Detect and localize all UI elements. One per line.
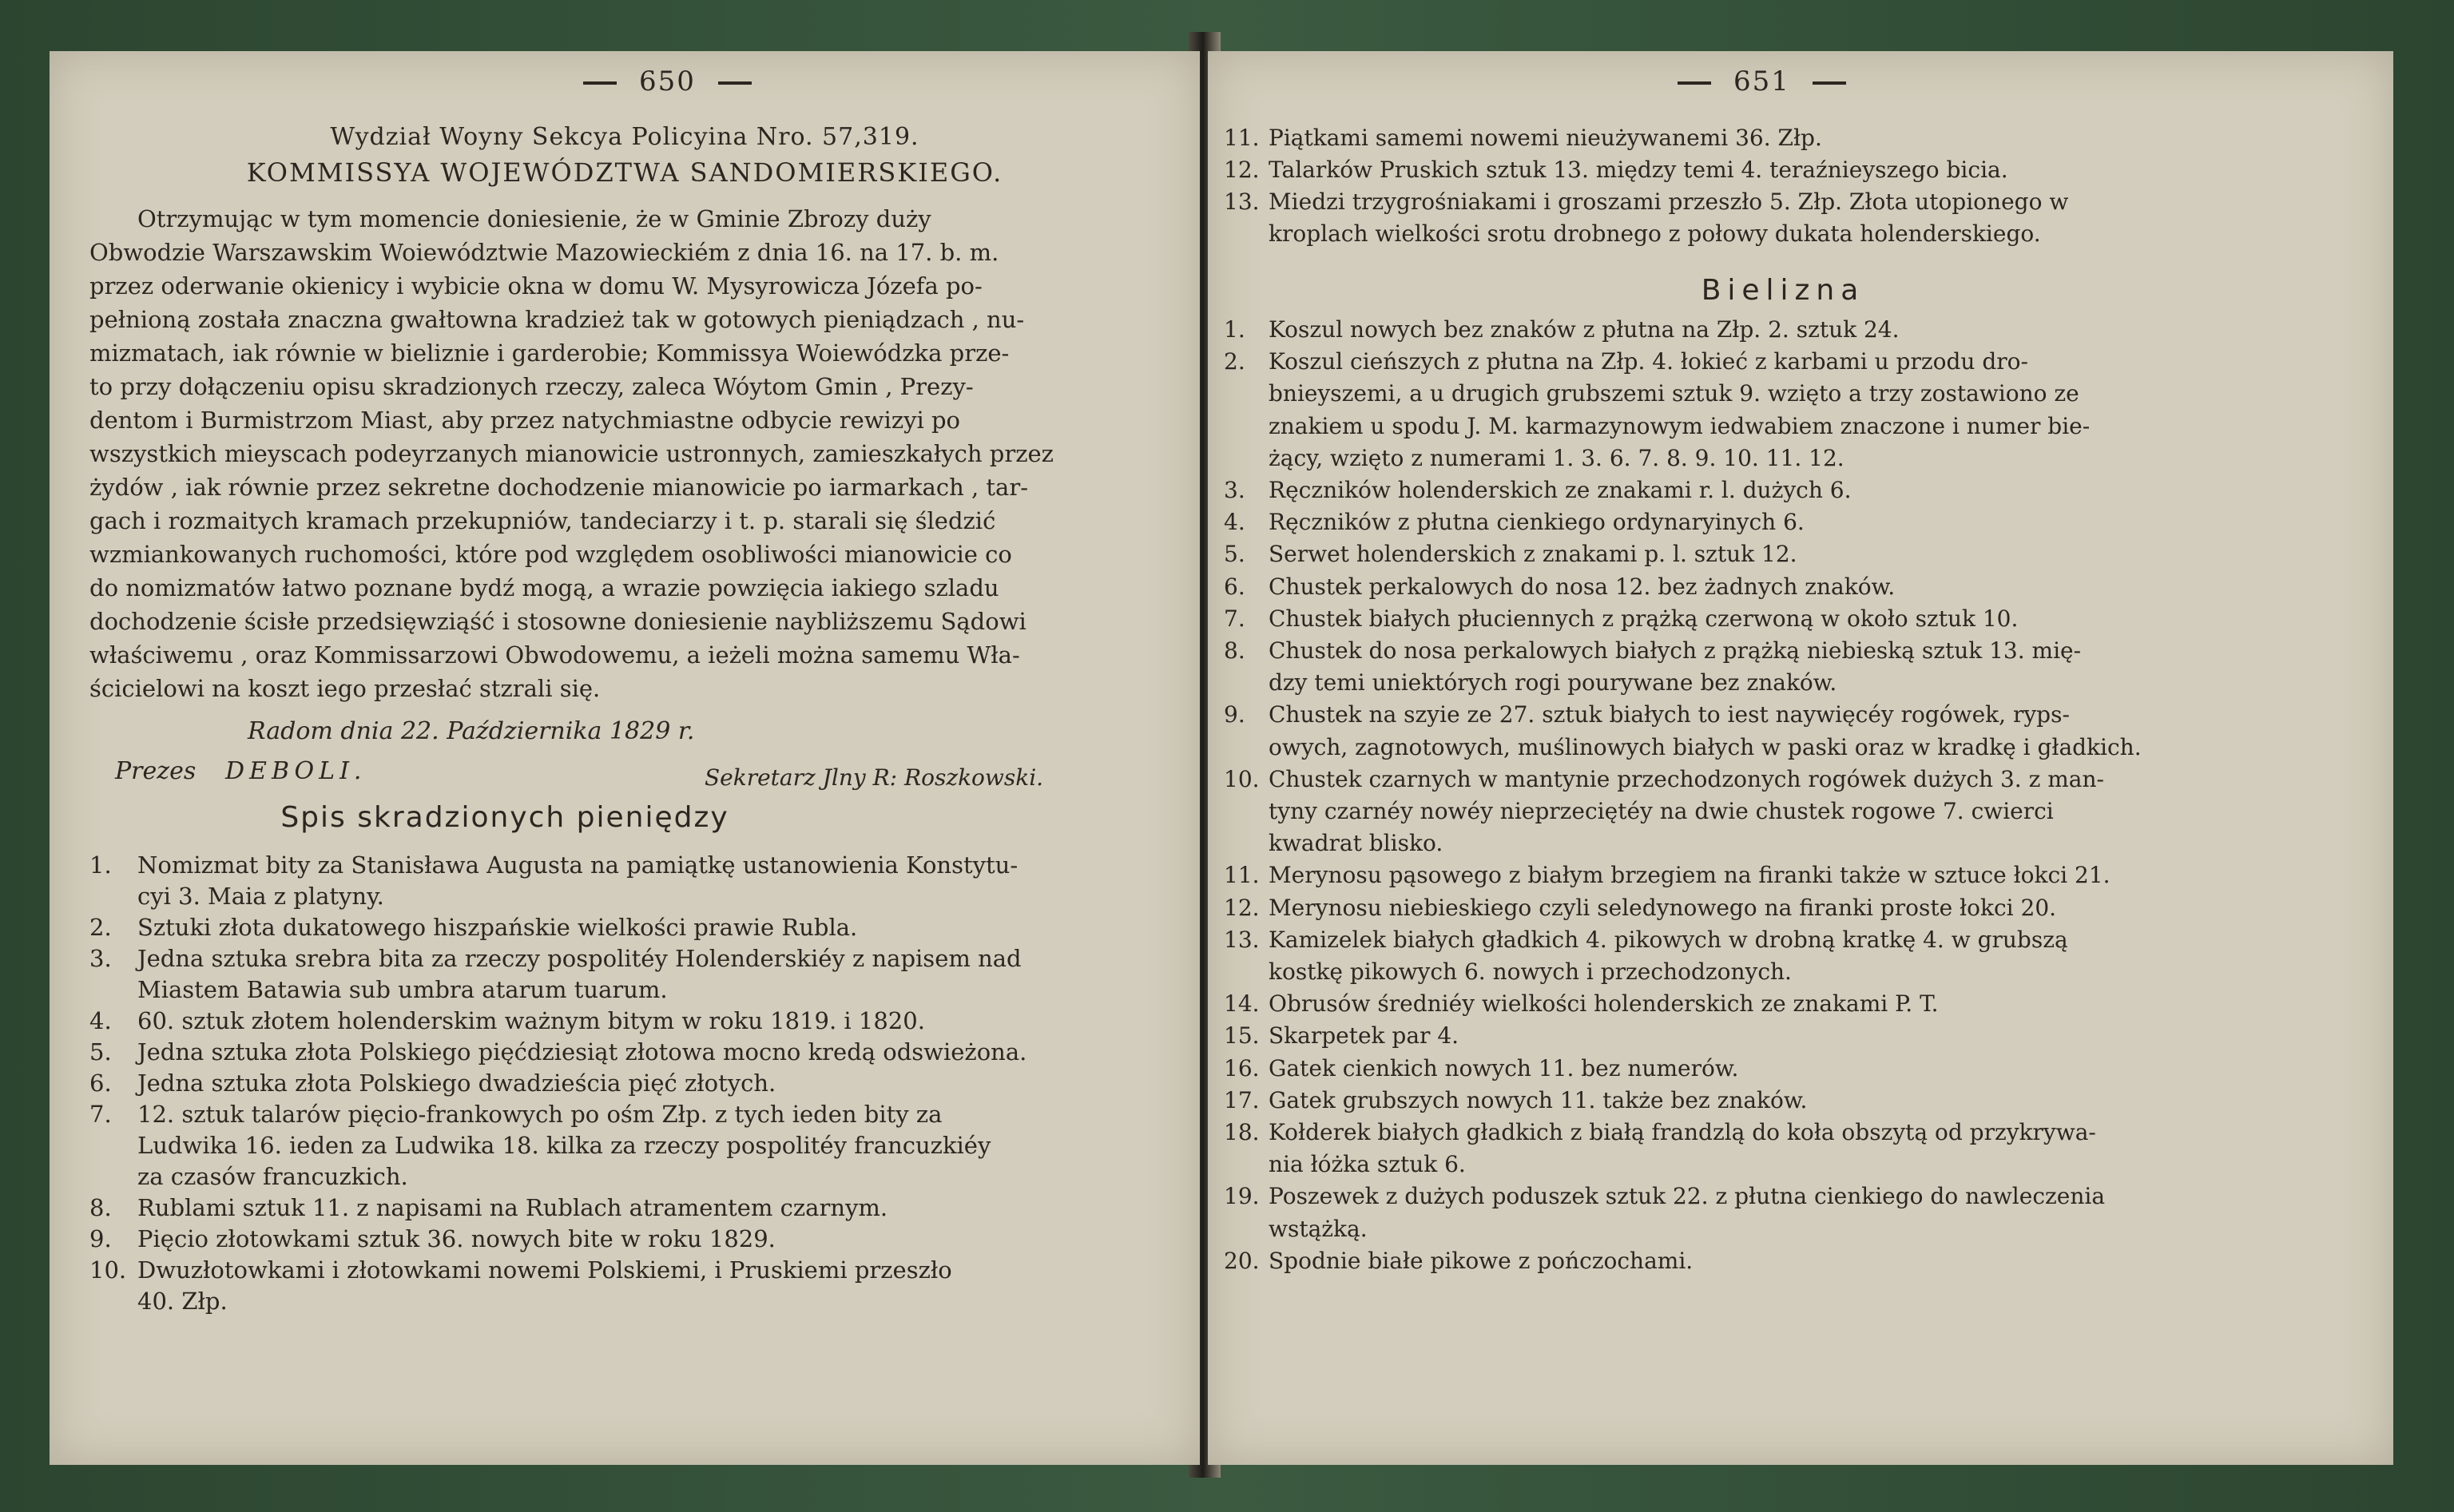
item-number: 12. — [1224, 157, 1260, 183]
item-number: 1. — [1224, 316, 1245, 343]
body-line: Obwodzie Warszawskim Woiewództwie Mazowieckiém z dnia 16. na 17. b. m. — [89, 239, 999, 266]
body-line: mizmatach, iak równie w bieliznie i garderobie; Kommissya Woiewódzka prze- — [89, 339, 1010, 367]
item-continuation: kwadrat blisko. — [1269, 830, 1443, 857]
president-name: DEBOLI. — [225, 757, 367, 785]
list-item — [1224, 636, 2081, 666]
item-number: 4. — [89, 1007, 112, 1034]
item-text: Merynosu niebieskiego czyli seledynowego na firanki proste łokci 20. — [1269, 894, 2057, 921]
item-number: 9. — [89, 1225, 112, 1252]
item-continuation: cyi 3. Maia z platyny. — [137, 883, 384, 910]
list-item — [1224, 187, 2068, 217]
item-number: 13. — [1224, 189, 1260, 215]
item-text: Jedna sztuka złota Polskiego pięćdziesiąt złotowa mocno kredą odswieżona. — [137, 1038, 1027, 1066]
body-line: przez oderwanie okienicy i wybicie okna w domu W. Mysyrowicza Józefa po- — [89, 272, 983, 300]
list-item — [1224, 507, 1805, 538]
body-line: Otrzymując w tym momencie doniesienie, że w Gminie Zbrozy duży — [137, 205, 931, 232]
item-number: 19. — [1224, 1183, 1260, 1210]
list-item — [1224, 764, 2104, 795]
item-text: Talarków Pruskich sztuk 13. między temi 4. teraźnieyszego bicia. — [1269, 157, 2008, 183]
stolen-money-title: Spis skradzionych pieniędzy — [280, 801, 729, 834]
list-item — [1224, 1021, 1459, 1051]
item-continuation: kostkę pikowych 6. nowych i przechodzonych. — [1269, 958, 1792, 985]
item-text: Gatek cienkich nowych 11. bez numerów. — [1269, 1054, 1739, 1081]
item-text: Dwuzłotowkami i złotowkami nowemi Polskiemi, i Pruskiemi przeszło — [137, 1256, 952, 1284]
item-continuation: wstążką. — [1269, 1215, 1368, 1242]
item-continuation: Miastem Batawia sub umbra atarum tuarum. — [137, 976, 668, 1003]
item-number: 7. — [1224, 605, 1245, 632]
item-continuation: za czasów francuzkich. — [137, 1163, 408, 1190]
list-item — [89, 1255, 952, 1285]
item-continuation: żący, wzięto z numerami 1. 3. 6. 7. 8. 9. 10. 11. 12. — [1269, 444, 1844, 471]
left-page-number: 650 — [561, 65, 774, 97]
item-text: Poszewek z dużych poduszek sztuk 22. z płutna cienkiego do nawleczenia — [1269, 1183, 2106, 1210]
item-number: 8. — [89, 1194, 112, 1221]
item-number: 6. — [1224, 573, 1245, 600]
item-continuation: owych, zagnotowych, muślinowych białych w paski oraz w kradkę i gładkich. — [1269, 733, 2142, 760]
list-item — [1224, 860, 2111, 891]
list-item — [1224, 1246, 1693, 1276]
item-number: 5. — [89, 1038, 112, 1066]
body-line: dentom i Burmistrzom Miast, aby przez natychmiastne odbycie rewizyi po — [89, 407, 961, 434]
item-text: Nomizmat bity za Stanisława Augusta na pamiątkę ustanowienia Konstytu- — [137, 851, 1019, 879]
list-item — [1224, 539, 1797, 569]
body-line: wzmiankowanych ruchomości, które pod względem osobliwości mianowicie co — [89, 541, 1012, 568]
list-item — [1224, 155, 2008, 185]
item-number: 20. — [1224, 1247, 1260, 1274]
item-text: Chustek czarnych w mantynie przechodzonych rogówek dużych 3. z man- — [1269, 765, 2104, 792]
department-heading: Wydział Woyny Sekcya Policyina Nro. 57,319. — [330, 123, 919, 151]
body-line: pełnioną została znaczna gwałtowna kradzież tak w gotowych pieniądzach , nu- — [89, 306, 1025, 333]
list-item — [89, 1037, 1026, 1067]
item-number: 7. — [89, 1101, 112, 1128]
item-number: 11. — [1224, 125, 1260, 151]
item-text: Serwet holenderskich z znakami p. l. sztuk 12. — [1269, 541, 1797, 568]
list-item — [1224, 1085, 1807, 1116]
item-text: Sztuki złota dukatowego hiszpańskie wielkości prawie Rubla. — [137, 914, 858, 941]
item-text: Pięcio złotowkami sztuk 36. nowych bite w roku 1829. — [137, 1225, 776, 1252]
item-continuation: 40. Złp. — [137, 1288, 228, 1315]
item-continuation: kroplach wielkości srotu drobnego z połowy dukata holenderskiego. — [1269, 220, 2041, 247]
list-item — [89, 1006, 925, 1036]
body-line: właściwemu , oraz Kommissarzowi Obwodowemu, a ieżeli można samemu Wła- — [89, 641, 1020, 669]
list-item — [1224, 1054, 1738, 1084]
item-text: 60. sztuk złotem holenderskim ważnym bitym w roku 1819. i 1820. — [137, 1007, 925, 1034]
item-number: 6. — [89, 1070, 112, 1097]
item-number: 2. — [89, 914, 112, 941]
item-text: Jedna sztuka złota Polskiego dwadzieścia pięć złotych. — [137, 1070, 776, 1097]
list-item — [1224, 1117, 2096, 1148]
item-text: Ręczników holenderskich ze znakami r. l. dużych 6. — [1269, 477, 1852, 503]
left-page — [50, 51, 1200, 1465]
item-text: Chustek perkalowych do nosa 12. bez żadnych znaków. — [1269, 573, 1896, 600]
body-line: gach i rozmaitych kramach przekupniów, tandeciarzy i t. p. starali się śledzić — [89, 507, 996, 534]
item-number: 8. — [1224, 637, 1245, 664]
item-text: Merynosu pąsowego z białym brzegiem na firanki także w sztuce łokci 21. — [1269, 862, 2111, 889]
item-number: 10. — [89, 1256, 127, 1284]
item-continuation: tyny czarnéy nowéy nieprzeciętéy na dwie chustek rogowe 7. cwierci — [1269, 798, 2054, 824]
item-text: Chustek na szyie ze 27. sztuk białych to iest naywięcéy rogówek, ryps- — [1269, 701, 2070, 728]
item-text: Rublami sztuk 11. z napisami na Rublach atramentem czarnym. — [137, 1194, 888, 1221]
body-line: ścicielowi na koszt iego przesłać stzrali się. — [89, 675, 601, 702]
list-item — [1224, 572, 1895, 602]
body-line: to przy dołączeniu opisu skradzionych rzeczy, zaleca Wóytom Gmin , Prezy- — [89, 373, 974, 400]
item-continuation: nia łóżka sztuk 6. — [1269, 1151, 1466, 1178]
item-text: Chustek do nosa perkalowych białych z prążką niebieską sztuk 13. mię- — [1269, 637, 2082, 664]
item-number: 15. — [1224, 1022, 1260, 1050]
list-item — [1224, 1181, 2105, 1212]
list-item — [1224, 475, 1852, 506]
body-line: wszystkich mieyscach podeyrzanych mianowicie ustronnych, zamieszkałych przez — [89, 440, 1054, 467]
list-item — [89, 943, 1022, 974]
item-text: Koszul nowych bez znaków z płutna na Złp. 2. sztuk 24. — [1269, 316, 1900, 343]
body-line: dochodzenie ścisłe przedsięwziąść i stosowne doniesienie naybliższemu Sądowi — [89, 608, 1026, 635]
item-number: 12. — [1224, 894, 1260, 921]
list-item — [1224, 347, 2028, 377]
item-number: 14. — [1224, 990, 1260, 1018]
item-number: 2. — [1224, 348, 1245, 375]
list-item — [89, 1224, 776, 1254]
right-page — [1208, 51, 2393, 1465]
item-text: Obrusów średniéy wielkości holenderskich ze znakami P. T. — [1269, 990, 1939, 1018]
item-text: Piątkami samemi nowemi nieużywanemi 36. Złp. — [1269, 125, 1822, 151]
list-item — [1224, 315, 1900, 345]
item-text: Chustek białych płuciennych z prążką czerwoną w około sztuk 10. — [1269, 605, 2019, 632]
item-number: 11. — [1224, 862, 1260, 889]
item-number: 5. — [1224, 541, 1245, 568]
body-line: do nomizmatów łatwo poznane bydź mogą, a wrazie powzięcia iakiego szladu — [89, 574, 999, 601]
date-line: Radom dnia 22. Października 1829 r. — [248, 717, 695, 745]
list-item — [89, 1099, 942, 1129]
list-item — [89, 1193, 887, 1223]
item-continuation: dzy temi uniektórych rogi pourywane bez znaków. — [1269, 669, 1837, 696]
item-text: 12. sztuk talarów pięcio-frankowych po ośm Złp. z tych ieden bity za — [137, 1101, 943, 1128]
list-item — [89, 1068, 776, 1098]
item-number: 18. — [1224, 1119, 1260, 1145]
item-text: Kamizelek białych gładkich 4. pikowych w drobną kratkę 4. w grubszą — [1269, 926, 2068, 953]
item-text: Jedna sztuka srebra bita za rzeczy pospolitéy Holenderskiéy z napisem nad — [137, 945, 1022, 972]
item-number: 3. — [89, 945, 112, 972]
item-number: 17. — [1224, 1086, 1260, 1113]
right-page-number: 651 — [1655, 65, 1868, 97]
item-number: 1. — [89, 851, 112, 879]
list-item — [89, 850, 1018, 880]
item-text: Skarpetek par 4. — [1269, 1022, 1459, 1050]
item-number: 10. — [1224, 765, 1260, 792]
item-text: Gatek grubszych nowych 11. także bez znaków. — [1269, 1086, 1808, 1113]
list-item — [1224, 989, 1939, 1019]
list-item — [1224, 893, 2056, 923]
list-item — [1224, 123, 1822, 153]
item-number: 16. — [1224, 1054, 1260, 1081]
item-continuation: Ludwika 16. ieden za Ludwika 18. kilka za rzeczy pospolitéy francuzkiéy — [137, 1132, 991, 1159]
item-text: Koszul cieńszych z płutna na Złp. 4. łokieć z karbami u przodu dro- — [1269, 348, 2028, 375]
item-number: 3. — [1224, 477, 1245, 503]
linen-title: Bielizna — [1701, 274, 1865, 307]
item-text: Kołderek białych gładkich z białą frandzlą do koła obszytą od przykrywa- — [1269, 1119, 2096, 1145]
commission-heading: KOMMISSYA WOJEWÓDZTWA SANDOMIERSKIEGO. — [246, 157, 1003, 188]
list-item — [1224, 604, 2018, 634]
list-item — [89, 912, 857, 943]
item-number: 4. — [1224, 509, 1245, 536]
list-item — [1224, 700, 2070, 730]
item-text: Ręczników z płutna cienkiego ordynaryinych 6. — [1269, 509, 1805, 536]
item-number: 9. — [1224, 701, 1245, 728]
item-text: Spodnie białe pikowe z pończochami. — [1269, 1247, 1694, 1274]
secretary-signature: Sekretarz Jlny R: Roszkowski. — [705, 764, 1044, 791]
item-text: Miedzi trzygrośniakami i groszami przeszło 5. Złp. Złota utopionego w — [1269, 189, 2069, 215]
president-label: Prezes — [115, 757, 197, 785]
item-continuation: bnieyszemi, a u drugich grubszemi sztuk 9. wzięto a trzy zostawiono ze — [1269, 380, 2079, 407]
list-item — [1224, 925, 2068, 955]
item-continuation: znakiem u spodu J. M. karmazynowym iedwabiem znaczone i numer bie- — [1269, 412, 2091, 439]
item-number: 13. — [1224, 926, 1260, 953]
body-line: żydów , iak równie przez sekretne dochodzenie mianowicie po iarmarkach , tar- — [89, 474, 1029, 501]
